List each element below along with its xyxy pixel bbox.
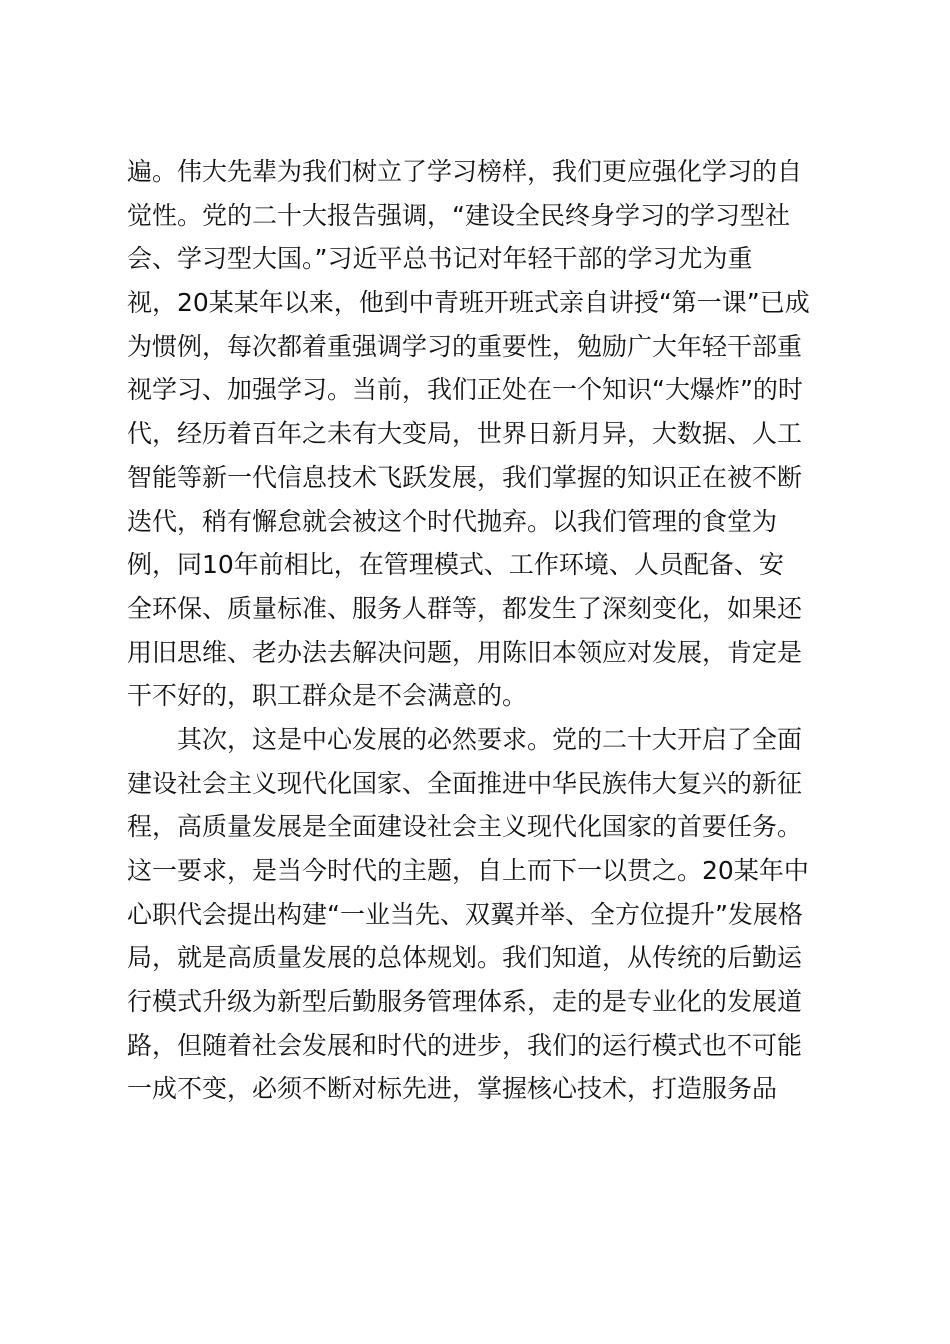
- body-text: [127, 150, 827, 1111]
- text-line: 程，高质量发展是全面建设社会主义现代化国家的首要任务。: [127, 812, 803, 842]
- text-line: 行模式升级为新型后勤服务管理体系，走的是专业化的发展道: [127, 987, 803, 1017]
- text-line: 视，20某某年以来，他到中青班开班式亲自讲授“第一课”已成: [127, 288, 810, 318]
- text-line: 这一要求，是当今时代的主题，自上而下一以贯之。20某年中: [127, 856, 809, 885]
- text-line: 迭代，稍有懈怠就会被这个时代抛弃。以我们管理的食堂为: [127, 506, 778, 536]
- text-line: 心职代会提出构建“一业当先、双翼并举、全方位提升”发展格: [127, 899, 803, 929]
- text-line: 一成不变，必须不断对标先进，掌握核心技术，打造服务品: [127, 1074, 778, 1104]
- text-line: 路，但随着社会发展和时代的进步，我们的运行模式也不可能: [127, 1030, 803, 1060]
- text-line: 为惯例，每次都着重强调学习的重要性，勉励广大年轻干部重: [127, 331, 803, 361]
- text-line: 建设社会主义现代化国家、全面推进中华民族伟大复兴的新征: [127, 768, 803, 798]
- text-line: 会、学习型大国。”习近平总书记对年轻干部的学习尤为重: [127, 244, 753, 274]
- text-line: 智能等新一代信息技术飞跃发展，我们掌握的知识正在被不断: [127, 462, 803, 492]
- text-line: 视学习、加强学习。当前，我们正处在一个知识“大爆炸”的时: [127, 375, 803, 405]
- text-line: 全环保、质量标准、服务人群等，都发生了深刻变化，如果还: [127, 593, 803, 623]
- text-line: 用旧思维、老办法去解决问题，用陈旧本领应对发展，肯定是: [127, 637, 803, 667]
- text-line: 例，同10年前相比，在管理模式、工作环境、人员配备、安: [127, 550, 784, 580]
- text-line: 觉性。党的二十大报告强调，“建设全民终身学习的学习型社: [127, 200, 790, 230]
- text-line: 代，经历着百年之未有大变局，世界日新月异，大数据、人工: [127, 419, 803, 449]
- text-line: 干不好的，职工群众是不会满意的。: [127, 681, 528, 711]
- text-line: 局，就是高质量发展的总体规划。我们知道，从传统的后勤运: [127, 943, 803, 973]
- paragraph-start-line: 其次，这是中心发展的必然要求。党的二十大开启了全面: [177, 724, 803, 754]
- text-line: 遍。伟大先辈为我们树立了学习榜样，我们更应强化学习的自: [127, 157, 803, 186]
